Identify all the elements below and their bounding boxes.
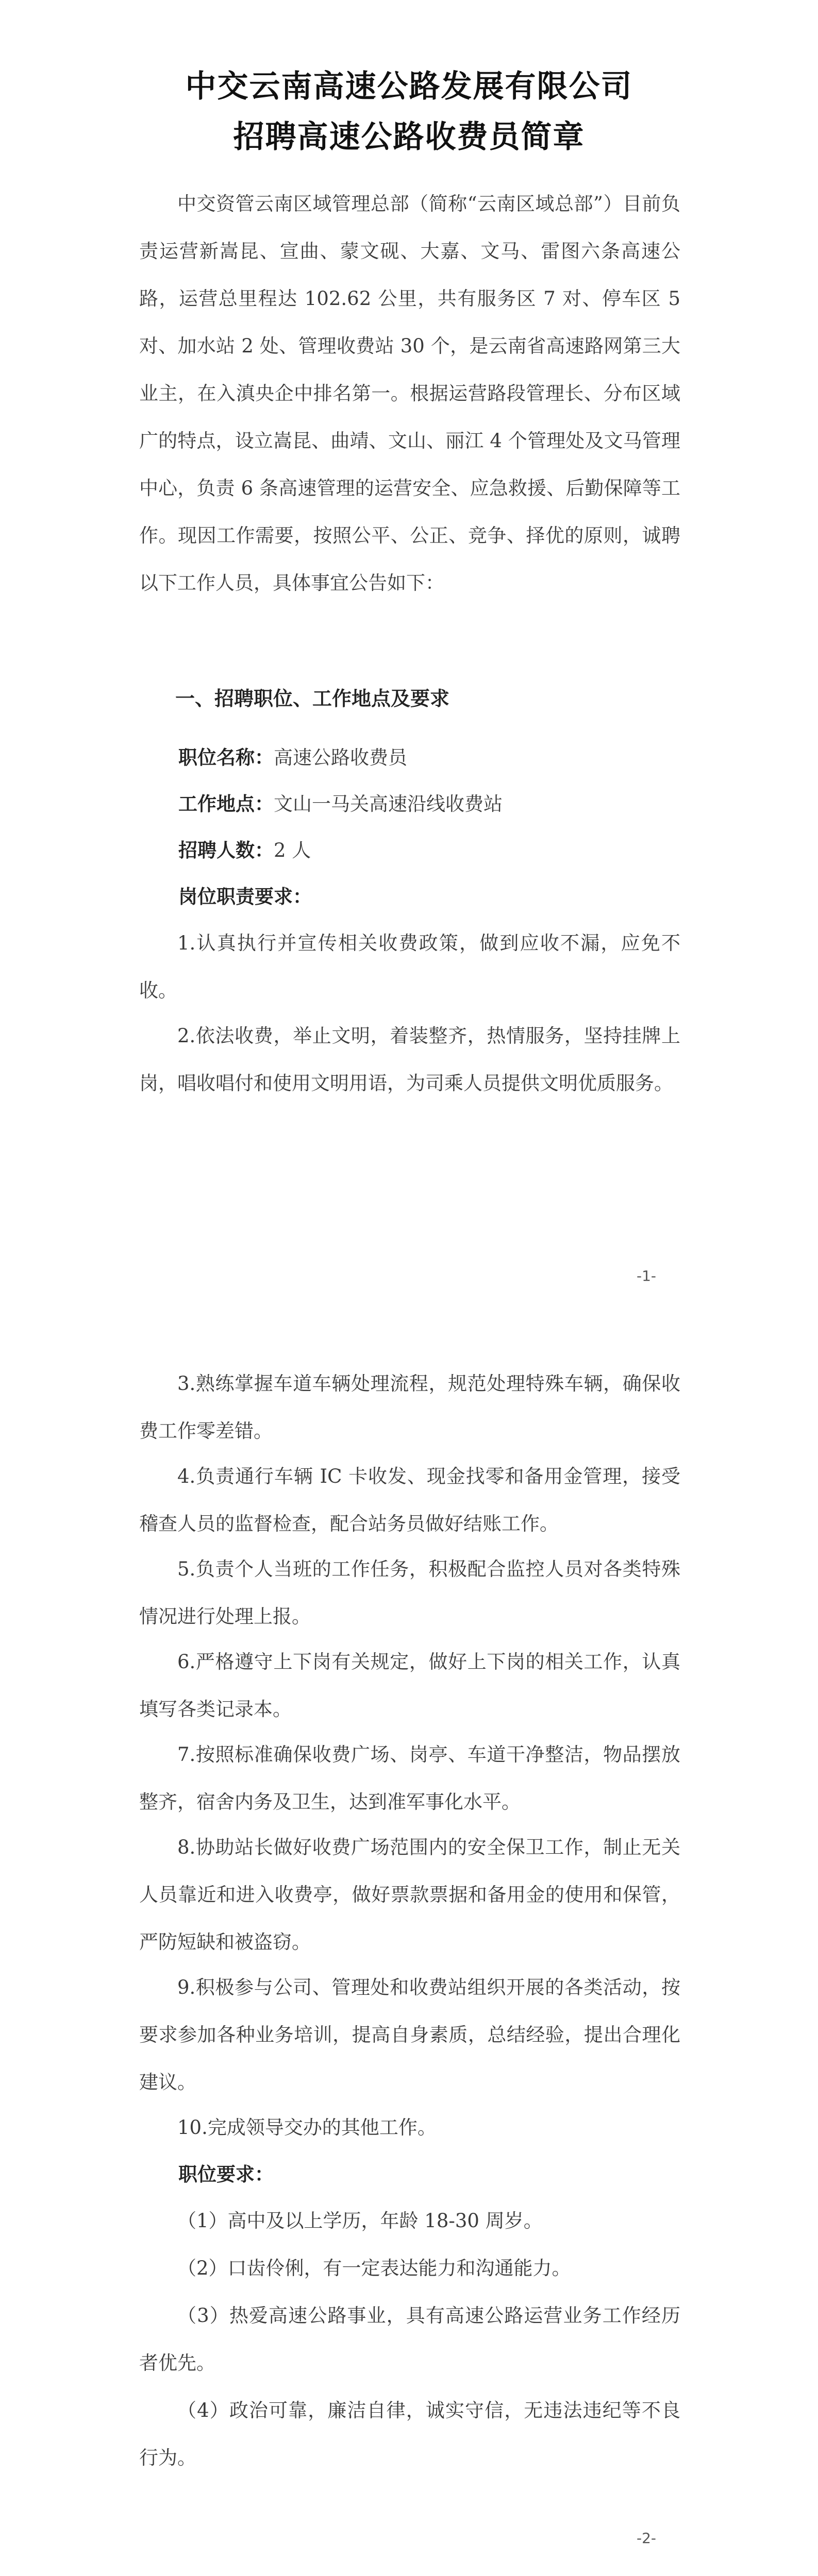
title-line-2: 招聘高速公路收费员简章: [233, 119, 585, 155]
requirement-item: （1）高中及以上学历，年龄 18-30 周岁。: [177, 2210, 543, 2232]
requirement-item: （3）热爱高速公路事业，具有高速公路运营业务工作经历者优先。: [139, 2304, 680, 2374]
duty-item: 4.负责通行车辆 IC 卡收发、现金找零和备用金管理，接受稽查人员的监督检查，配合站务员做好结账工作。: [139, 1465, 680, 1535]
hiring-count: [178, 835, 311, 862]
work-location-value: 文山一马关高速沿线收费站: [274, 793, 503, 815]
hiring-count-value: 2 人: [274, 839, 311, 861]
duty-item: 9.积极参与公司、管理处和收费站组织开展的各类活动，按要求参加各种业务培训，提高自身素质，总结经验，提出合理化建议。: [139, 1976, 680, 2093]
duty-item: 7.按照标准确保收费广场、岗亭、车道干净整洁，物品摆放整齐，宿舍内务及卫生，达到准军事化水平。: [139, 1743, 680, 1813]
title-line-1: 中交云南高速公路发展有限公司: [185, 69, 633, 105]
intro-paragraph: 中交资管云南区域管理总部（简称“云南区域总部”）目前负责运营新嵩昆、宣曲、蒙文砚、大嘉、文马、雷图六条高速公路，运营总里程达 102.62 公里，共有服务区 7 对、停车区 5 对、加水站 2 处、管理收费站 30 个，是云南省高速路网第三大业主，在入滇央企中排名第一。根据运营路段管理长、分布区域广的特点，设立嵩昆、曲靖、文山、丽江 4 个管理处及文马管理中心，负责 6 条高速管理的运营安全、应急救援、后勤保障等工作。现因工作需要，按照公平、公正、竞争、择优的原则，诚聘以下工作人员，具体事宜公告如下：: [139, 193, 680, 594]
page-number: -2-: [637, 2530, 657, 2547]
section-1-heading: 一、招聘职位、工作地点及要求: [175, 687, 450, 710]
page-number: -1-: [637, 1267, 657, 1284]
work-location: [178, 788, 503, 816]
position-name-value: 高速公路收费员: [274, 747, 407, 769]
duty-item: 5.负责个人当班的工作任务，积极配合监控人员对各类特殊情况进行处理上报。: [139, 1558, 680, 1628]
duty-item: 6.严格遵守上下岗有关规定，做好上下岗的相关工作，认真填写各类记录本。: [139, 1651, 680, 1720]
duty-item: 3.熟练掌握车道车辆处理流程，规范处理特殊车辆，确保收费工作零差错。: [139, 1372, 680, 1442]
requirement-item: （2）口齿伶俐，有一定表达能力和沟通能力。: [177, 2257, 571, 2279]
position-name: [178, 742, 407, 770]
hiring-count-label: 招聘人数：: [178, 839, 274, 861]
duty-item: 10.完成领导交办的其他工作。: [177, 2116, 437, 2139]
work-location-label: 工作地点：: [178, 793, 274, 815]
duties-heading: 岗位职责要求：: [178, 886, 312, 908]
requirements-heading: 职位要求：: [178, 2163, 274, 2185]
duty-item: 2.依法收费，举止文明，着装整齐，热情服务，坚持挂牌上岗，唱收唱付和使用文明用语，为司乘人员提供文明优质服务。: [139, 1025, 680, 1094]
duty-item: 8.协助站长做好收费广场范围内的安全保卫工作，制止无关人员靠近和进入收费亭，做好票款票据和备用金的使用和保管，严防短缺和被盗窃。: [139, 1836, 680, 1953]
position-name-label: 职位名称：: [178, 747, 274, 769]
requirement-item: （4）政治可靠，廉洁自律，诚实守信，无违法违纪等不良行为。: [139, 2399, 680, 2469]
duty-item: 1.认真执行并宣传相关收费政策，做到应收不漏，应免不收。: [139, 932, 680, 1002]
